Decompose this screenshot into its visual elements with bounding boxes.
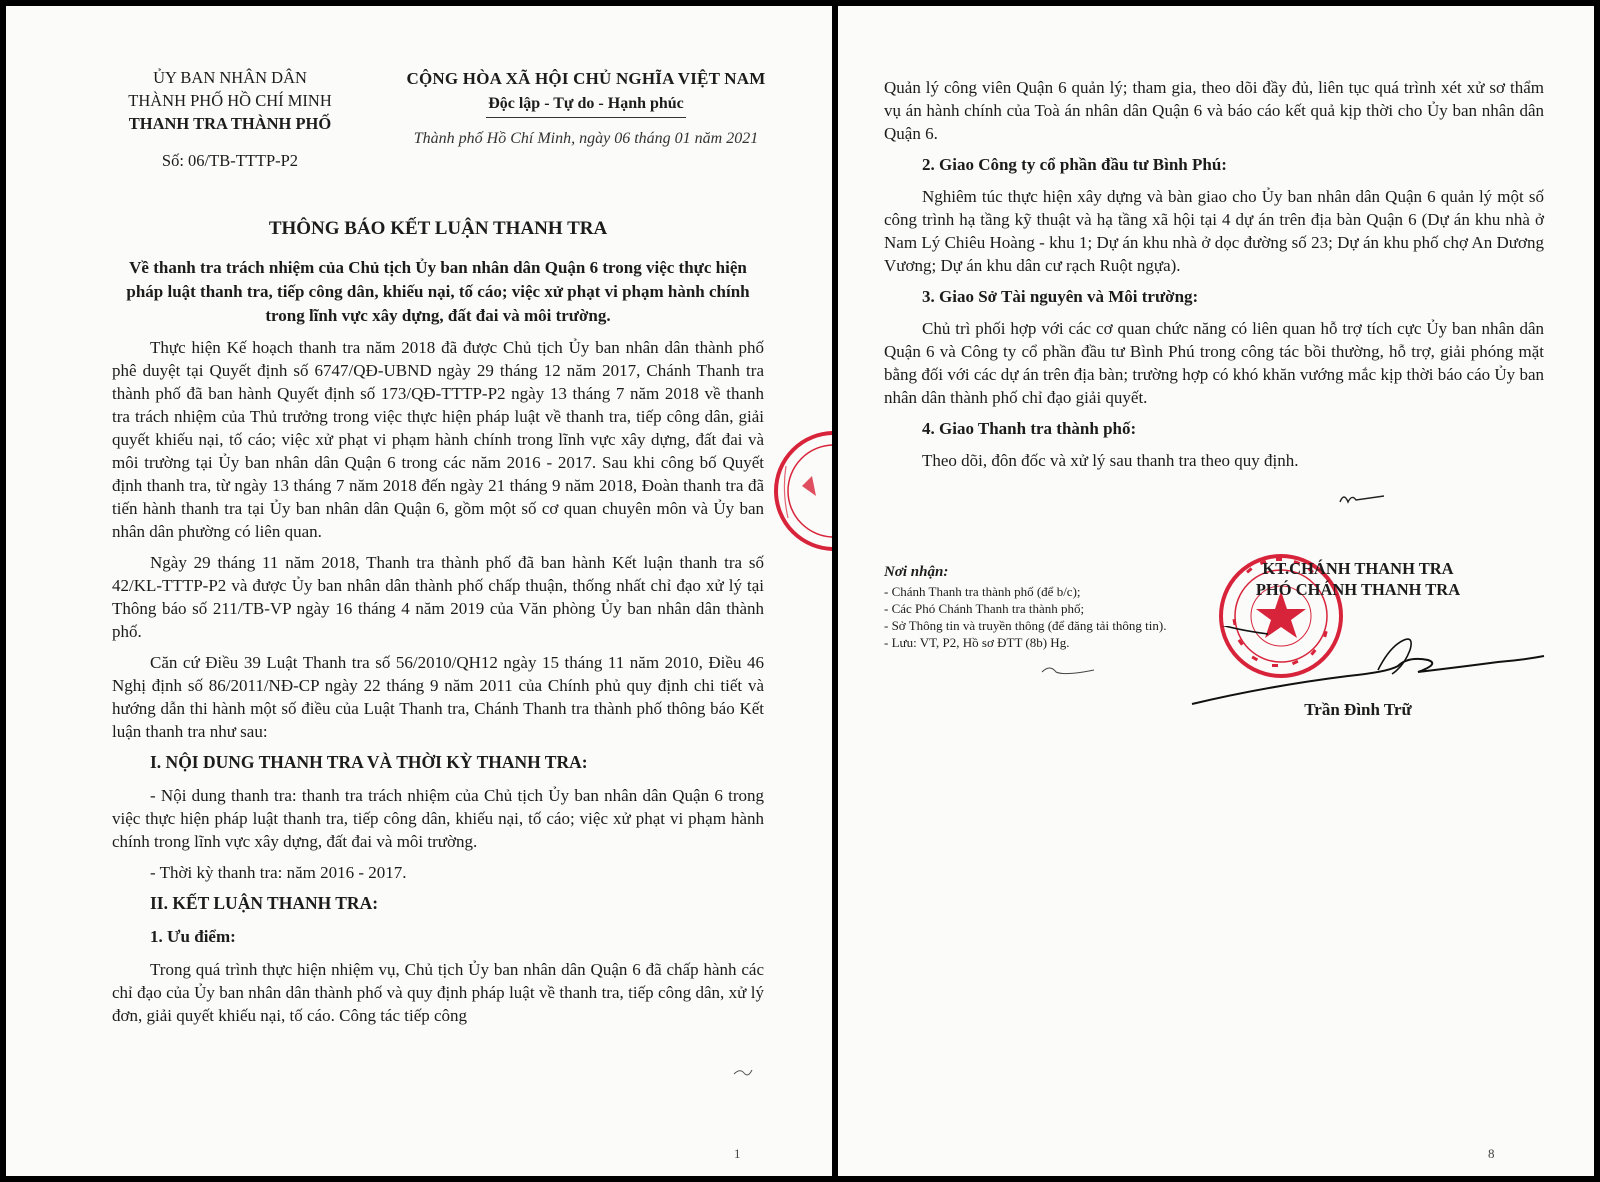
signature-line-1: KT.CHÁNH THANH TRA	[1262, 559, 1454, 578]
document-number: Số: 06/TB-TTTP-P2	[161, 151, 299, 170]
section-2-heading: II. KẾT LUẬN THANH TRA:	[150, 893, 379, 913]
document-body-page-1	[112, 336, 764, 1035]
subsection-1-heading: 1. Ưu điểm:	[150, 927, 236, 946]
section-1-heading: I. NỘI DUNG THANH TRA VÀ THỜI KỲ THANH TRA:	[150, 752, 588, 772]
page-number: 1	[734, 1146, 741, 1161]
motto-underline	[486, 117, 686, 118]
paragraph-2: Ngày 29 tháng 11 năm 2018, Thanh tra thành phố đã ban hành Kết luận thanh tra số 42/KL-TTTP-P2 và được Ủy ban nhân dân thành phố chấp thuận, thống nhất chỉ đạo xử lý tại Thông báo số 211/TB-VP ngày 16 tháng 4 năm 2019 của Văn phòng Ủy ban nhân dân thành phố.	[112, 553, 764, 641]
paragraph-3: Căn cứ Điều 39 Luật Thanh tra số 56/2010/QH12 ngày 15 tháng 11 năm 2010, Điều 46 Nghị định số 86/2011/NĐ-CP ngày 22 tháng 9 năm 2011 của Chính phủ quy định chi tiết và hướng dẫn thi hành một số điều của Luật Thanh tra, Chánh Thanh tra thành phố thông báo Kết luận thanh tra như sau:	[112, 653, 764, 741]
document-body-page-8	[884, 76, 1544, 480]
recipients-title: Nơi nhận:	[884, 564, 949, 580]
page-number: 8	[1488, 1146, 1495, 1161]
item-4-content: Theo dõi, đôn đốc và xử lý sau thanh tra theo quy định.	[922, 451, 1299, 470]
item-3-heading: 3. Giao Sở Tài nguyên và Môi trường:	[922, 287, 1199, 306]
recipient-item: - Sở Thông tin và truyền thông (để đăng tải thông tin).	[884, 618, 1167, 633]
signer-name: Trần Đình Trữ	[1304, 700, 1412, 719]
partial-seal-stamp-icon	[772, 426, 832, 556]
item-4-heading: 4. Giao Thanh tra thành phố:	[922, 419, 1137, 438]
national-header-block	[376, 66, 796, 151]
subsection-1-content: Trong quá trình thực hiện nhiệm vụ, Chủ tịch Ủy ban nhân dân Quận 6 đã chấp hành các chỉ đạo của Ủy ban nhân dân thành phố và quy định pháp luật về thanh tra, tiếp công dân, xử lý đơn, giải quyết khiếu nại, tố cáo. Công tác tiếp công	[112, 960, 764, 1025]
item-3-content: Chủ trì phối hợp với các cơ quan chức năng có liên quan hỗ trợ tích cực Ủy ban nhân dân Quận 6 và Công ty cổ phần đầu tư Bình Phú trong công tác bồi thường, hỗ trợ, giải phóng mặt bằng đối với các dự án trên địa bàn; trường hợp có khó khăn vướng mắc kịp thời báo cáo Ủy ban nhân dân thành phố chỉ đạo giải quyết.	[884, 319, 1544, 407]
continuation-paragraph: Quản lý công viên Quận 6 quản lý; tham gia, theo dõi đầy đủ, liên tục quá trình xét xử sơ thẩm vụ án hành chính của Toà án nhân dân Quận 6 và báo cáo kết quả kịp thời cho Ủy ban nhân dân Quận 6.	[884, 78, 1544, 143]
agency-line-2: THÀNH PHỐ HỒ CHÍ MINH	[128, 91, 332, 110]
document-title: THÔNG BÁO KẾT LUẬN THANH TRA	[268, 218, 608, 239]
item-2-heading: 2. Giao Công ty cổ phần đầu tư Bình Phú:	[922, 155, 1227, 174]
recipient-item: - Lưu: VT, P2, Hồ sơ ĐTT (8b) Hg.	[884, 635, 1070, 650]
agency-line-3: THANH TRA THÀNH PHỐ	[128, 114, 332, 133]
section-1-content: - Nội dung thanh tra: thanh tra trách nhiệm của Chủ tịch Ủy ban nhân dân Quận 6 trong việc thực hiện pháp luật thanh tra, tiếp công dân, khiếu nại, tố cáo; việc xử phạt vi phạm hành chính trong lĩnh vực xây dựng, đất đai và môi trường.	[112, 786, 764, 851]
country-name: CỘNG HÒA XÃ HỘI CHỦ NGHĨA VIỆT NAM	[406, 69, 766, 88]
signature-line-2: PHÓ CHÁNH THANH TRA	[1255, 580, 1461, 599]
document-subject: Về thanh tra trách nhiệm của Chủ tịch Ủy ban nhân dân Quận 6 trong việc thực hiện pháp luật thanh tra, tiếp công dân, khiếu nại, tố cáo; việc xử phạt vi phạm hành chính trong lĩnh vực xây dựng, đất đai và môi trường.	[126, 258, 750, 325]
initial-mark-icon	[1338, 490, 1388, 508]
signature-title-block	[1198, 558, 1518, 600]
recipient-item: - Các Phó Chánh Thanh tra thành phố;	[884, 601, 1085, 616]
initial-mark-icon	[732, 1064, 754, 1078]
paragraph-1: Thực hiện Kế hoạch thanh tra năm 2018 đã được Chủ tịch Ủy ban nhân dân thành phố phê duyệt tại Quyết định số 6747/QĐ-UBND ngày 29 tháng 12 năm 2017, Chánh Thanh tra thành phố đã ban hành Quyết định số 173/QĐ-TTTP-P2 ngày 13 tháng 7 năm 2018 về thanh tra trách nhiệm của Thủ trưởng trong việc thực hiện pháp luật về thanh tra, tiếp công dân, giải quyết khiếu nại, tố cáo; việc xử phạt vi phạm hành chính trong lĩnh vực xây dựng, đất đai và môi trường tại Ủy ban nhân dân Quận 6 trong các năm 2016 - 2017. Sau khi công bố Quyết định thanh tra, từ ngày 13 tháng 7 năm 2018 đến ngày 21 tháng 9 năm 2018, Đoàn thanh tra đã tiến hành thanh tra tại Ủy ban nhân dân Quận 6, gồm một số cơ quan chuyên môn và Ủy ban nhân dân phường có liên quan.	[112, 338, 764, 541]
issuing-agency-block	[102, 66, 358, 172]
recipient-item: - Chánh Thanh tra thành phố (để b/c);	[884, 584, 1081, 599]
recipients-block	[884, 564, 1184, 651]
document-page-1	[6, 6, 832, 1176]
initial-mark-icon	[1038, 662, 1098, 678]
place-and-date: Thành phố Hồ Chí Minh, ngày 06 tháng 01 năm 2021	[413, 130, 759, 147]
section-1-period: - Thời kỳ thanh tra: năm 2016 - 2017.	[150, 863, 407, 882]
national-motto: Độc lập - Tự do - Hạnh phúc	[488, 95, 684, 112]
document-page-8	[838, 6, 1594, 1176]
item-2-content: Nghiêm túc thực hiện xây dựng và bàn giao cho Ủy ban nhân dân Quận 6 quản lý một số công trình hạ tầng kỹ thuật và hạ tầng xã hội tại 4 dự án trên địa bàn Quận 6 (Dự án khu nhà ở Nam Lý Chiêu Hoàng - khu 1; Dự án khu nhà ở dọc đường số 23; Dự án khu phố chợ An Dương Vương; Dự án khu dân cư rạch Ruột ngựa).	[884, 187, 1544, 275]
agency-line-1: ỦY BAN NHÂN DÂN	[153, 68, 307, 87]
